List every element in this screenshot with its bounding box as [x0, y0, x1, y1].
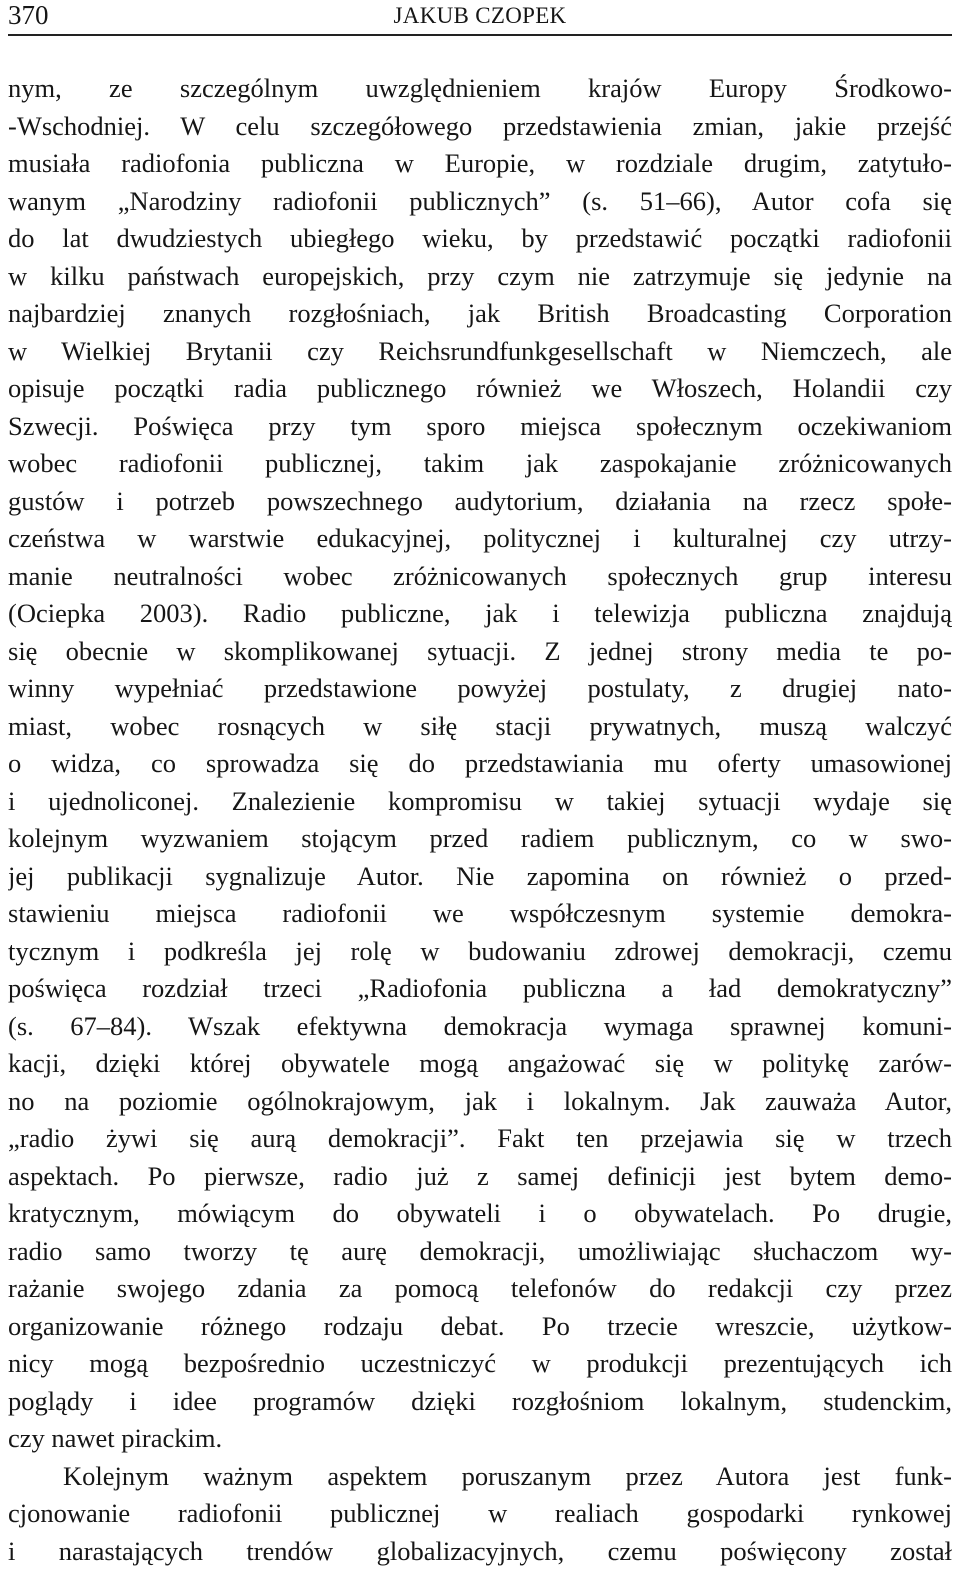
text-line: nym, ze szczególnym uwzględnieniem krajów Europy Środkowo-: [8, 73, 952, 103]
text-line: „radio żywi się aurą demokracji”. Fakt ten przejawia się w trzech: [8, 1123, 952, 1153]
text-line: nicy mogą bezpośrednio uczestniczyć w produkcji prezentujących ich: [8, 1348, 952, 1378]
text-line: cjonowanie radiofonii publicznej w realiach gospodarki rynkowej: [8, 1498, 952, 1528]
text-line: poglądy i idee programów dzięki rozgłośniom lokalnym, studenckim,: [8, 1385, 952, 1416]
running-head: JAKUB CZOPEK: [393, 3, 567, 28]
text-line: o widza, co sprowadza się do przedstawiania mu oferty umasowionej: [8, 748, 952, 778]
body-text: [8, 70, 952, 1570]
text-line: kolejnym wyzwaniem stojącym przed radiem publicznym, co w swo-: [8, 823, 952, 853]
text-line: wanym „Narodziny radiofonii publicznych” (s. 51–66), Autor cofa się: [8, 185, 952, 216]
text-line: poświęca rozdział trzeci „Radiofonia publiczna a ład demokratyczny”: [8, 973, 952, 1003]
text-line: jej publikacji sygnalizuje Autor. Nie zapomina on również o przed-: [8, 860, 952, 891]
text-line: i narastających trendów globalizacyjnych, czemu poświęcony został: [8, 1535, 952, 1566]
text-line: wobec radiofonii publicznej, takim jak zaspokajanie zróżnicowanych: [8, 448, 952, 478]
text-line: kacji, dzięki której obywatele mogą angażować się w politykę zarów-: [8, 1048, 952, 1078]
text-line: aspektach. Po pierwsze, radio już z samej definicji jest bytem demo-: [8, 1160, 952, 1191]
text-line: się obecnie w skomplikowanej sytuacji. Z jednej strony media te po-: [8, 635, 952, 666]
text-line: miast, wobec rosnących w siłę stacji prywatnych, muszą walczyć: [8, 710, 952, 741]
text-line: i ujednoliconej. Znalezienie kompromisu w takiej sytuacji wydaje się: [8, 785, 952, 816]
text-line: do lat dwudziestych ubiegłego wieku, by przedstawić początki radiofonii: [8, 223, 952, 253]
text-line: winny wypełniać przedstawione powyżej postulaty, z drugiej nato-: [8, 673, 952, 703]
text-line: opisuje początki radia publicznego również we Włoszech, Holandii czy: [8, 373, 952, 403]
text-line: gustów i potrzeb powszechnego audytorium, działania na rzecz społe-: [8, 485, 952, 516]
text-line: czeństwa w warstwie edukacyjnej, politycznej i kulturalnej czy utrzy-: [8, 523, 952, 553]
text-line: (s. 67–84). Wszak efektywna demokracja wymaga sprawnej komuni-: [8, 1010, 952, 1041]
text-line: tycznym i podkreśla jej rolę w budowaniu zdrowej demokracji, czemu: [8, 935, 952, 966]
text-line: kratycznym, mówiącym do obywateli i o obywatelach. Po drugie,: [8, 1198, 952, 1228]
text-line: organizowanie różnego rodzaju debat. Po trzecie wreszcie, użytkow-: [8, 1310, 952, 1341]
page-header: [8, 0, 952, 36]
text-line: (Ociepka 2003). Radio publiczne, jak i telewizja publiczna znajdują: [8, 598, 952, 628]
text-line: no na poziomie ogólnokrajowym, jak i lokalnym. Jak zauważa Autor,: [8, 1085, 952, 1116]
text-line: w Wielkiej Brytanii czy Reichsrundfunkgesellschaft w Niemczech, ale: [8, 335, 952, 366]
text-line: rażanie swojego zdania za pomocą telefonów do redakcji czy przez: [8, 1273, 952, 1303]
text-line: musiała radiofonia publiczna w Europie, w rozdziale drugim, zatytuło-: [8, 148, 952, 178]
text-line: radio samo tworzy tę aurę demokracji, umożliwiając słuchaczom wy-: [8, 1235, 952, 1266]
text-line: -Wschodniej. W celu szczegółowego przedstawienia zmian, jakie przejść: [8, 110, 952, 141]
text-line: czy nawet pirackim.: [8, 1423, 223, 1453]
text-line: Kolejnym ważnym aspektem poruszanym przez Autora jest funk-: [63, 1460, 952, 1491]
text-line: stawieniu miejsca radiofonii we współczesnym systemie demokra-: [8, 898, 952, 928]
text-line: manie neutralności wobec zróżnicowanych społecznych grup interesu: [8, 560, 952, 591]
text-line: Szwecji. Poświęca przy tym sporo miejsca społecznym oczekiwaniom: [8, 410, 952, 441]
text-line: najbardziej znanych rozgłośniach, jak British Broadcasting Corporation: [8, 298, 952, 328]
text-line: w kilku państwach europejskich, przy czym nie zatrzymuje się jedynie na: [8, 260, 952, 291]
page-number: 370: [8, 0, 49, 30]
